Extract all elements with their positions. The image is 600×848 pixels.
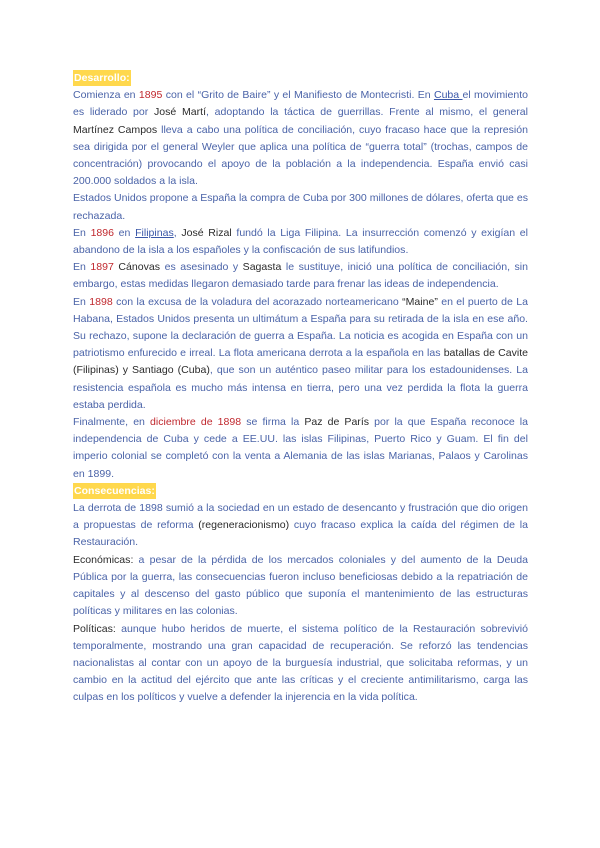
text: el movimiento es liderado por — [73, 89, 528, 119]
paragraph-economicas — [73, 552, 528, 621]
paragraph-1898 — [73, 294, 528, 414]
name-jose-marti: José Martí — [154, 106, 207, 119]
text: , que son un auténtico paseo militar para los estadounidenses. La resistencia española es mucho más intensa en tierra, pero una vez perdida la flota la guerra estaba perdida. — [73, 364, 528, 411]
year-1896: 1896 — [90, 226, 115, 239]
section-heading-desarrollo — [73, 70, 528, 87]
maine-name: “Maine” — [402, 295, 438, 308]
paragraph-usa-offer: Estados Unidos propone a España la compra de Cuba por 300 millones de dólares, oferta que es rechazada. — [73, 192, 528, 222]
paragraph-politicas — [73, 621, 528, 707]
paragraph-1897 — [73, 259, 528, 293]
text: En — [73, 295, 90, 308]
paragraph-1895 — [73, 87, 528, 190]
paragraph-1896 — [73, 225, 528, 259]
text: en — [114, 226, 136, 239]
link-cuba[interactable]: Cuba — [433, 89, 463, 102]
text: le sustituye, inició una política de conciliación, sin embargo, estas medidas llegaron demasiado tarde para frenar las ideas de independencia. — [73, 261, 528, 291]
text: La derrota de 1898 sumió a la sociedad en un estado de desencanto y frustración que dio origen a propuestas de reforma — [73, 502, 528, 532]
text: lleva a cabo una política de conciliación, cuyo fracaso hace que la represión sea dirigida por el general Weyler que aplica una política de “guerra total” (trochas, campos de concentración) provocando el apoyo de la población a la independencia. España envió casi 200.000 soldados a la isla. — [73, 123, 528, 188]
text: , adoptando la táctica de guerrillas. Frente al mismo, el general — [206, 106, 529, 119]
text: cuyo fracaso explica la caída del régimen de la Restauración. — [73, 519, 529, 549]
date-diciembre-1898: diciembre de 1898 — [150, 416, 242, 429]
text: por la que España reconoce la independencia de Cuba y cede a EE.UU. las islas Filipinas, Puerto Rico y Guam. El fin del imperio colonial se completó con la venta a Alemania de las islas Marianas, Palaos y Carolinas en 1899. — [73, 416, 529, 480]
highlighted-heading: Consecuencias: — [74, 484, 155, 497]
text: con el “Grito de Baire” y el Manifiesto de Montecristi. En — [162, 89, 434, 102]
battles-name: batallas de Cavite (Filipinas) y Santiago (Cuba) — [73, 347, 529, 377]
text: En — [73, 226, 91, 239]
label-economicas: Económicas: — [73, 553, 134, 566]
term-regeneracionismo: (regeneracionismo) — [198, 519, 290, 532]
name-sagasta: Sagasta — [242, 261, 282, 274]
label-politicas: Políticas: — [73, 622, 116, 635]
name-martinez-campos: Martínez Campos — [73, 123, 158, 136]
text: En — [73, 261, 91, 274]
text: , — [173, 226, 182, 239]
year-1897: 1897 — [90, 261, 114, 274]
paragraph-derrota — [73, 500, 528, 552]
text: fundó la Liga Filipina. La insurrección comenzó y exigían el abandono de la isla a los españoles y la confiscación de sus latifundios. — [73, 226, 528, 257]
text: aunque hubo heridos de muerte, el sistema político de la Restauración sobrevivió temporalmente, mostrando una gran capacidad de recuperación. Se reforzó las tendencias nacionalistas al contar con un apoyo de la burguesía industrial, que solicitaba reformas, y un cambio en la actitud del ejército que ante las críticas y el creciente antimilitarismo, carga las culpas en los políticos y vuelve a defender la injerencia en la vida política. — [73, 622, 528, 704]
text: en el puerto de La Habana, Estados Unidos presenta un ultimátum a España para su retirada de la isla en ese año. Su rechazo, supone la declaración de guerra a España. La noticia es acogida en España con un patriotismo enfurecido e irreal. La flota americana derrota a la española en las — [73, 295, 528, 360]
name-jose-rizal: José Rizal — [181, 226, 232, 239]
highlighted-heading: Desarrollo: — [74, 72, 130, 84]
text: es asesinado y — [160, 261, 243, 274]
text: con la excusa de la voladura del acorazado norteamericano — [112, 295, 403, 308]
year-1898: 1898 — [89, 295, 113, 308]
paragraph-paz-paris — [73, 414, 528, 483]
section-heading-consecuencias — [73, 483, 528, 500]
name-canovas: Cánovas — [118, 261, 161, 274]
treaty-name: Paz de París — [304, 416, 370, 429]
year-1895: 1895 — [138, 89, 163, 102]
text: Comienza en — [73, 89, 139, 102]
text: Finalmente, en — [73, 416, 151, 429]
link-filipinas[interactable]: Filipinas — [135, 226, 174, 239]
text: a pesar de la pérdida de los mercados coloniales y del aumento de la Deuda Pública por la guerra, las consecuencias fueron incluso beneficiosas debido a la repatriación de capitales y al descenso del gasto público que suponía el mantenimiento de las estructuras políticas y militares en las colonias. — [73, 553, 528, 618]
text: se firma la — [241, 416, 305, 429]
document-page — [73, 70, 528, 707]
